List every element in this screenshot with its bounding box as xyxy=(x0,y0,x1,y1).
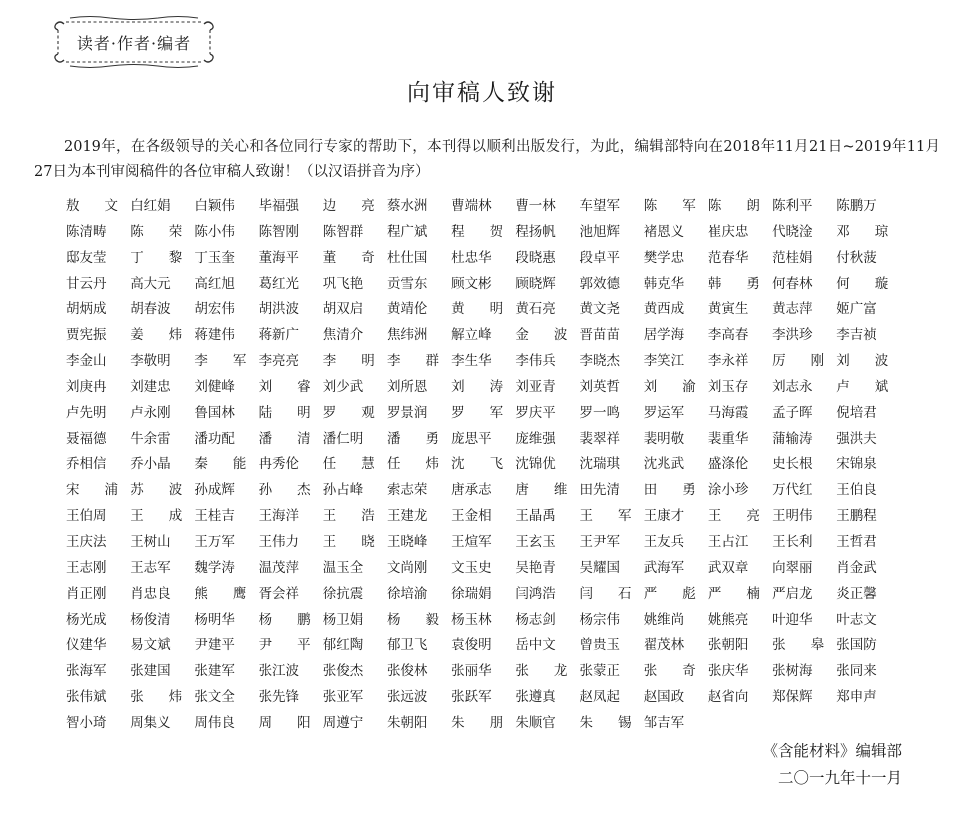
reviewer-name: 严 楠 xyxy=(707,585,760,602)
reviewer-name: 肖忠良 xyxy=(130,585,171,602)
reviewer-name: 孙 杰 xyxy=(258,482,311,499)
reviewer-name: 炎正馨 xyxy=(836,585,877,602)
reviewer-name: 姚维尚 xyxy=(643,611,685,628)
reviewer-name: 解立峰 xyxy=(451,327,492,344)
reviewer-name: 杨 毅 xyxy=(386,611,439,628)
reviewer-name: 杨 鹏 xyxy=(258,611,311,628)
reviewer-name: 晋苗苗 xyxy=(579,327,620,344)
reviewer-name: 任 炜 xyxy=(386,456,439,473)
reviewer-name: 万代红 xyxy=(772,482,813,499)
reviewer-name: 强洪夫 xyxy=(836,430,877,447)
reviewer-name: 李高春 xyxy=(707,327,749,344)
reviewer-name: 张先锋 xyxy=(258,689,300,706)
reviewer-name: 何春林 xyxy=(772,275,813,292)
reviewer-name: 闫鸿浩 xyxy=(515,585,556,602)
reviewer-name: 邹吉军 xyxy=(643,714,685,731)
reviewer-name: 段晓惠 xyxy=(515,249,556,266)
reviewer-name: 任 慧 xyxy=(322,456,375,473)
reviewer-name: 袁俊明 xyxy=(451,637,492,654)
reviewer-name: 沈 飞 xyxy=(451,456,504,473)
reviewer-name: 程扬帆 xyxy=(515,223,556,240)
reviewer-name: 陈智刚 xyxy=(258,223,300,240)
reviewer-name: 焦清介 xyxy=(322,327,364,344)
reviewer-name: 周 阳 xyxy=(258,714,311,731)
reviewer-name: 郑保辉 xyxy=(772,689,813,706)
reviewer-name: 韩 勇 xyxy=(707,275,760,292)
reviewer-name: 陈智群 xyxy=(322,223,364,240)
reviewer-name: 牛余雷 xyxy=(130,430,171,447)
reviewer-name: 温玉全 xyxy=(322,559,364,576)
reviewer-name: 罗 军 xyxy=(451,404,504,421)
reviewer-name: 陈清畴 xyxy=(66,223,107,240)
reviewer-name: 王伟力 xyxy=(258,533,300,550)
reviewer-name: 褚恩义 xyxy=(643,223,685,240)
reviewer-name: 朱 朋 xyxy=(451,714,504,731)
reviewer-name: 严 彪 xyxy=(643,585,696,602)
reviewer-name: 陆 明 xyxy=(258,404,311,421)
reviewer-name: 王 亮 xyxy=(707,508,760,525)
reviewer-name: 索志荣 xyxy=(386,482,428,499)
reviewer-name: 冉秀伦 xyxy=(258,456,300,473)
reviewer-name: 李敬明 xyxy=(130,353,171,370)
reviewer-name: 叶迎华 xyxy=(772,611,813,628)
reviewer-name: 邸友莹 xyxy=(66,249,107,266)
reviewer-name: 曹端林 xyxy=(451,198,492,214)
reviewer-name: 赵凤起 xyxy=(579,689,620,706)
reviewer-name-list xyxy=(66,194,896,737)
reviewer-name: 王煊军 xyxy=(451,533,492,550)
reviewer-name: 张庆华 xyxy=(707,663,749,680)
reviewer-name: 陈 军 xyxy=(643,198,696,214)
reviewer-name: 罗运军 xyxy=(643,404,685,421)
reviewer-name: 徐抗震 xyxy=(322,585,364,602)
reviewer-name: 唐 维 xyxy=(515,482,568,499)
reviewer-name: 张跃军 xyxy=(451,689,492,706)
reviewer-name: 贡雪东 xyxy=(386,275,428,292)
reviewer-name: 杜忠华 xyxy=(451,249,492,266)
reviewer-name: 杨明华 xyxy=(194,611,235,628)
reviewer-name: 王万军 xyxy=(194,533,235,550)
reviewer-name: 陈利平 xyxy=(772,198,813,214)
reviewer-name: 姜 炜 xyxy=(130,327,183,344)
reviewer-name: 张朝阳 xyxy=(707,637,749,654)
reviewer-name: 王庆法 xyxy=(66,533,107,550)
badge-label: 读者·作者·编者 xyxy=(76,33,192,53)
reviewer-name: 韩克华 xyxy=(643,275,685,292)
reviewer-name: 杨俊清 xyxy=(130,611,171,628)
reviewer-name: 王占江 xyxy=(707,533,749,550)
reviewer-name: 何 璇 xyxy=(836,275,889,292)
reviewer-name: 王友兵 xyxy=(643,533,685,550)
reviewer-name: 武海军 xyxy=(643,559,685,576)
reviewer-name: 盛涤伦 xyxy=(707,456,749,473)
reviewer-name: 敖 文 xyxy=(66,198,118,214)
reviewer-name: 向翠丽 xyxy=(772,559,813,576)
reviewer-name: 潘 清 xyxy=(258,430,311,447)
reviewer-name: 严启龙 xyxy=(772,585,813,602)
reviewer-name: 陈 荣 xyxy=(130,223,183,240)
reviewer-name: 智小琦 xyxy=(66,714,107,731)
reviewer-name: 王哲君 xyxy=(836,533,877,550)
reviewer-name: 张远波 xyxy=(386,689,428,706)
reviewer-name: 郑申声 xyxy=(836,689,877,706)
reviewer-name: 张国防 xyxy=(836,637,877,654)
reviewer-name: 徐培渝 xyxy=(386,585,428,602)
reviewer-name: 刘少武 xyxy=(322,378,364,395)
reviewer-name: 聂福德 xyxy=(66,430,107,447)
reviewer-name: 沈兆武 xyxy=(643,456,685,473)
reviewer-name: 邓 琼 xyxy=(836,223,889,240)
reviewer-name: 丁玉奎 xyxy=(194,249,235,266)
reviewer-name: 温茂萍 xyxy=(258,559,300,576)
reviewer-name: 徐瑞娟 xyxy=(451,585,492,602)
reviewer-name: 姬广富 xyxy=(836,301,877,318)
reviewer-name: 张伟斌 xyxy=(66,689,107,706)
reviewer-name: 李永祥 xyxy=(707,353,749,370)
reviewer-name: 刘志永 xyxy=(772,378,813,395)
reviewer-name: 曹一林 xyxy=(515,198,556,214)
reviewer-name: 蔡水洲 xyxy=(386,198,428,214)
reviewer-name: 吴艳青 xyxy=(515,559,556,576)
reviewer-name: 李亮亮 xyxy=(258,353,300,370)
reviewer-name: 仪建华 xyxy=(66,637,107,654)
reviewer-name: 张文全 xyxy=(194,689,235,706)
reviewer-name: 潘仁明 xyxy=(322,430,364,447)
reviewer-name: 白红娟 xyxy=(130,198,171,214)
reviewer-name: 张海军 xyxy=(66,663,107,680)
reviewer-name: 张江波 xyxy=(258,663,300,680)
reviewer-name: 尹建平 xyxy=(194,637,235,654)
reviewer-name: 胡洪波 xyxy=(258,301,300,318)
reviewer-name: 杨光成 xyxy=(66,611,107,628)
reviewer-name: 崔庆忠 xyxy=(707,223,749,240)
reviewer-name: 赵国政 xyxy=(643,689,685,706)
reviewer-name: 王尹军 xyxy=(579,533,620,550)
reviewer-name: 丁 黎 xyxy=(130,249,183,266)
reviewer-name: 李笑江 xyxy=(643,353,685,370)
reviewer-name: 肖金武 xyxy=(836,559,877,576)
reviewer-name: 张 皋 xyxy=(772,637,825,654)
reviewer-name: 吴耀国 xyxy=(579,559,620,576)
reviewer-name: 王康才 xyxy=(643,508,685,525)
reviewer-name: 叶志文 xyxy=(836,611,877,628)
reviewer-name: 罗景润 xyxy=(386,404,428,421)
reviewer-name: 王 晓 xyxy=(322,533,375,550)
reviewer-name: 朱顺官 xyxy=(515,714,556,731)
reviewer-name: 易文斌 xyxy=(130,637,171,654)
reviewer-name: 李吉祯 xyxy=(836,327,877,344)
reviewer-name: 乔相信 xyxy=(66,456,107,473)
reviewer-name: 王金相 xyxy=(451,508,492,525)
reviewer-name: 乔小晶 xyxy=(130,456,171,473)
reviewer-name: 杜仕国 xyxy=(386,249,428,266)
reviewer-name: 孙占峰 xyxy=(322,482,364,499)
reviewer-name: 朱朝阳 xyxy=(386,714,428,731)
reviewer-name: 郁红陶 xyxy=(322,637,364,654)
reviewer-name: 张蒙正 xyxy=(579,663,620,680)
reviewer-name: 董 奇 xyxy=(322,249,375,266)
reviewer-name: 周伟良 xyxy=(194,714,235,731)
reviewer-name: 顾晓辉 xyxy=(515,275,556,292)
reviewer-name: 胥会祥 xyxy=(258,585,300,602)
reviewer-name: 杨卫娟 xyxy=(322,611,364,628)
reviewer-name: 代晓淦 xyxy=(772,223,813,240)
reviewer-name: 范桂娟 xyxy=(772,249,813,266)
intro-paragraph: 2019年，在各级领导的关心和各位同行专家的帮助下，本刊得以顺利出版发行，为此，编辑部特向在2018年11月21日~2019年11月27日为本刊审阅稿件的各位审稿人致谢！（以汉语拼音为序） xyxy=(34,139,940,180)
column-badge xyxy=(50,14,218,70)
reviewer-name: 涂小珍 xyxy=(707,482,749,499)
reviewer-name: 程广斌 xyxy=(386,223,428,240)
reviewer-name: 文玉史 xyxy=(451,559,492,576)
reviewer-name: 卢永刚 xyxy=(130,404,171,421)
reviewer-name: 王伯良 xyxy=(836,482,877,499)
reviewer-name: 宋 浦 xyxy=(66,482,118,499)
reviewer-name: 王伯周 xyxy=(66,508,107,525)
reviewer-name: 贾宪振 xyxy=(66,327,107,344)
reviewer-name: 毕福强 xyxy=(258,198,300,214)
reviewer-name: 蒲输涛 xyxy=(772,430,813,447)
reviewer-name: 李 群 xyxy=(386,353,439,370)
reviewer-name: 李金山 xyxy=(66,353,107,370)
reviewer-name: 陈鹏万 xyxy=(836,198,877,214)
reviewer-name: 潘功配 xyxy=(194,430,235,447)
reviewer-name: 武双章 xyxy=(707,559,749,576)
reviewer-name: 杨宗伟 xyxy=(579,611,620,628)
reviewer-name: 胡炳成 xyxy=(66,301,107,318)
reviewer-name: 程 贺 xyxy=(451,223,504,240)
reviewer-name: 陈小伟 xyxy=(194,223,235,240)
reviewer-name: 王晓峰 xyxy=(386,533,428,550)
reviewer-name: 李生华 xyxy=(451,353,492,370)
reviewer-name: 李 明 xyxy=(322,353,375,370)
reviewer-name: 罗庆平 xyxy=(515,404,556,421)
reviewer-name: 段卓平 xyxy=(579,249,620,266)
reviewer-name: 杨志剑 xyxy=(515,611,556,628)
reviewer-name: 李 军 xyxy=(194,353,247,370)
reviewer-name: 顾文彬 xyxy=(451,275,492,292)
reviewer-name: 甘云丹 xyxy=(66,275,107,292)
reviewer-name: 王建龙 xyxy=(386,508,428,525)
reviewer-name: 胡宏伟 xyxy=(194,301,235,318)
reviewer-name: 宋锦泉 xyxy=(836,456,877,473)
reviewer-name: 刘庚冉 xyxy=(66,378,107,395)
reviewer-name: 金 波 xyxy=(515,327,568,344)
page-title: 向审稿人致谢 xyxy=(407,80,557,106)
reviewer-name: 刘亚青 xyxy=(515,378,556,395)
reviewer-name: 张 炜 xyxy=(130,689,183,706)
reviewer-name: 蒋建伟 xyxy=(194,327,235,344)
reviewer-name: 张亚军 xyxy=(322,689,364,706)
reviewer-name: 黄靖伦 xyxy=(386,301,428,318)
reviewer-name: 池旭辉 xyxy=(579,223,620,240)
reviewer-name: 王 军 xyxy=(579,508,632,525)
reviewer-name: 刘 渝 xyxy=(643,378,696,395)
reviewer-name: 周遵宁 xyxy=(322,714,364,731)
reviewer-name: 张树海 xyxy=(772,663,813,680)
reviewer-name: 高大元 xyxy=(130,275,171,292)
reviewer-name: 王海洋 xyxy=(258,508,300,525)
reviewer-name: 裴翠祥 xyxy=(579,430,620,447)
reviewer-name: 王鹏程 xyxy=(836,508,877,525)
reviewer-name: 黄石亮 xyxy=(515,301,556,318)
reviewer-name: 郁卫飞 xyxy=(386,637,428,654)
reviewer-name: 鲁国林 xyxy=(194,404,235,421)
reviewer-name: 刘 睿 xyxy=(258,378,311,395)
reviewer-name: 张俊杰 xyxy=(322,663,364,680)
reviewer-name: 张建军 xyxy=(194,663,235,680)
reviewer-name: 秦 能 xyxy=(194,456,247,473)
reviewer-name: 沈锦优 xyxy=(515,456,556,473)
reviewer-name: 黄志萍 xyxy=(772,301,813,318)
reviewer-name: 黄西成 xyxy=(643,301,685,318)
reviewer-name: 黄寅生 xyxy=(707,301,749,318)
reviewer-name: 张 龙 xyxy=(515,663,568,680)
reviewer-name: 樊学忠 xyxy=(643,249,685,266)
reviewer-name: 罗 观 xyxy=(322,404,375,421)
reviewer-name: 刘所恩 xyxy=(386,378,428,395)
reviewer-name: 葛红光 xyxy=(258,275,300,292)
reviewer-name: 姚熊亮 xyxy=(707,611,749,628)
reviewer-name: 孟子晖 xyxy=(772,404,813,421)
reviewer-name: 陈 朗 xyxy=(707,198,760,214)
signature-block xyxy=(762,738,902,792)
reviewer-name: 王玄玉 xyxy=(515,533,556,550)
reviewer-name: 杨玉林 xyxy=(451,611,492,628)
reviewer-name: 张建国 xyxy=(130,663,171,680)
reviewer-name: 王志军 xyxy=(130,559,171,576)
reviewer-name: 肖正刚 xyxy=(66,585,107,602)
reviewer-name: 尹 平 xyxy=(258,637,311,654)
reviewer-name: 魏学涛 xyxy=(194,559,235,576)
reviewer-name: 黄文尧 xyxy=(579,301,620,318)
reviewer-name: 刘玉存 xyxy=(707,378,749,395)
reviewer-name: 刘英哲 xyxy=(579,378,620,395)
reviewer-name: 翟茂林 xyxy=(643,637,685,654)
signature-org: 《含能材料》编辑部 xyxy=(762,742,902,760)
reviewer-name: 赵省向 xyxy=(707,689,749,706)
reviewer-name: 庞维强 xyxy=(515,430,556,447)
reviewer-name: 刘建忠 xyxy=(130,378,171,395)
reviewer-name: 朱 锡 xyxy=(579,714,632,731)
reviewer-name: 王长利 xyxy=(772,533,813,550)
reviewer-name: 刘 波 xyxy=(836,353,889,370)
signature-date: 二〇一九年十一月 xyxy=(777,769,902,787)
reviewer-name: 田先清 xyxy=(579,482,620,499)
reviewer-name: 唐承志 xyxy=(451,482,492,499)
reviewer-name: 付秋菠 xyxy=(836,249,877,266)
reviewer-name: 刘健峰 xyxy=(194,378,235,395)
reviewer-name: 王桂吉 xyxy=(194,508,235,525)
reviewer-name: 周集义 xyxy=(130,714,171,731)
reviewer-name: 王 浩 xyxy=(322,508,375,525)
reviewer-name: 孙成辉 xyxy=(194,482,235,499)
reviewer-name: 高红旭 xyxy=(194,275,235,292)
reviewer-name: 裴明敬 xyxy=(643,430,685,447)
reviewer-name: 张丽华 xyxy=(451,663,492,680)
reviewer-name: 焦纬洲 xyxy=(386,327,428,344)
reviewer-name: 裴重华 xyxy=(707,430,749,447)
reviewer-name: 车望军 xyxy=(579,198,620,214)
reviewer-name: 文尚刚 xyxy=(386,559,428,576)
reviewer-name: 黄 明 xyxy=(451,301,504,318)
reviewer-name: 罗一鸣 xyxy=(579,404,620,421)
reviewer-name: 王晶禹 xyxy=(515,508,556,525)
reviewer-name: 曾贵玉 xyxy=(579,637,620,654)
reviewer-name: 张同来 xyxy=(836,663,877,680)
reviewer-name: 苏 波 xyxy=(130,482,183,499)
reviewer-name: 张 奇 xyxy=(643,663,696,680)
reviewer-name: 胡春波 xyxy=(130,301,171,318)
reviewer-name: 熊 鹰 xyxy=(194,585,247,602)
reviewer-name: 厉 刚 xyxy=(772,353,825,370)
reviewer-name: 刘 涛 xyxy=(451,378,504,395)
reviewer-name: 庞思平 xyxy=(451,430,492,447)
reviewer-name: 蒋新广 xyxy=(258,327,300,344)
reviewer-name: 王明伟 xyxy=(772,508,813,525)
reviewer-name: 张遵真 xyxy=(515,689,556,706)
reviewer-name: 王 成 xyxy=(130,508,183,525)
reviewer-name: 居学海 xyxy=(643,327,685,344)
reviewer-name: 马海霞 xyxy=(707,404,749,421)
reviewer-name: 卢先明 xyxy=(66,404,107,421)
reviewer-name: 田 勇 xyxy=(643,482,696,499)
reviewer-name: 边 亮 xyxy=(322,198,375,214)
reviewer-name: 李伟兵 xyxy=(515,353,556,370)
reviewer-name: 史长根 xyxy=(772,456,813,473)
reviewer-name: 郭效德 xyxy=(579,275,620,292)
reviewer-name: 白颖伟 xyxy=(194,198,235,214)
reviewer-name: 巩飞艳 xyxy=(322,275,364,292)
reviewer-name: 王树山 xyxy=(130,533,171,550)
reviewer-name: 沈瑞琪 xyxy=(579,456,620,473)
reviewer-name: 范春华 xyxy=(707,249,749,266)
reviewer-name: 闫 石 xyxy=(579,585,632,602)
reviewer-name: 胡双启 xyxy=(322,301,364,318)
reviewer-name: 董海平 xyxy=(258,249,300,266)
reviewer-name: 李晓杰 xyxy=(579,353,620,370)
reviewer-name: 李洪珍 xyxy=(772,327,813,344)
reviewer-name: 倪培君 xyxy=(836,404,877,421)
reviewer-name: 王志刚 xyxy=(66,559,107,576)
reviewer-name: 岳中文 xyxy=(515,637,556,654)
reviewer-name: 潘 勇 xyxy=(386,430,439,447)
reviewer-name: 卢 斌 xyxy=(836,378,889,395)
reviewer-name: 张俊林 xyxy=(386,663,428,680)
